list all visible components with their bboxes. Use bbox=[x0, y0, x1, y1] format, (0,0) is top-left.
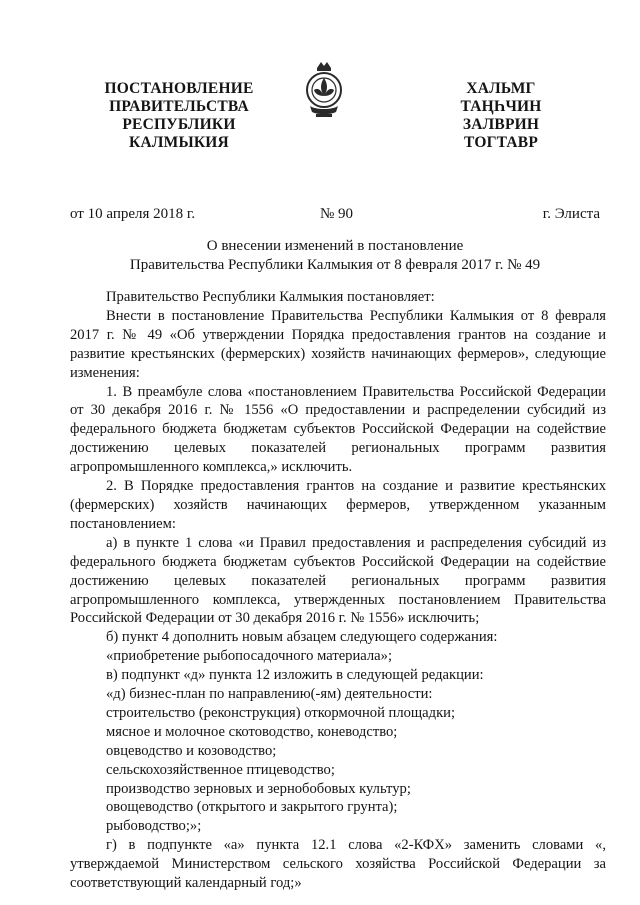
issuer-line: ЗАЛВРИН bbox=[462, 116, 540, 133]
issuer-line: КАЛМЫКИЯ bbox=[129, 134, 229, 151]
body-paragraph: мясное и молочное скотоводство, коневодство; bbox=[106, 723, 398, 740]
document-meta bbox=[70, 206, 600, 226]
document-number: № 90 bbox=[320, 206, 354, 222]
body-paragraph: 1. В преамбуле слова «постановлением Правительства Российской Федерации от 30 декабря 2016 г. № 1556 «О предоставлении и распределении субсидий из федерального бюджета бюджетам субъектов Российской Федерации на содействие достижению целевых показателей региональных программ развития агропромышленного комплекса,» исключить. bbox=[70, 383, 606, 476]
body-paragraph: «приобретение рыбопосадочного материала»; bbox=[106, 648, 393, 665]
document-city: г. Элиста bbox=[542, 206, 600, 222]
coat-of-arms-icon bbox=[302, 60, 346, 120]
body-paragraph: овощеводство (открытого и закрытого грунта); bbox=[106, 799, 398, 816]
body-paragraph: производство зерновых и зернобобовых культур; bbox=[106, 780, 411, 797]
issuer-line: РЕСПУБЛИКИ bbox=[122, 116, 236, 133]
document-date: от 10 апреля 2018 г. bbox=[70, 206, 196, 222]
body-paragraph: рыбоводство;»; bbox=[106, 818, 202, 835]
body-paragraph: овцеводство и козоводство; bbox=[106, 742, 277, 759]
subject-line: Правительства Республики Калмыкия от 8 февраля 2017 г. № 49 bbox=[129, 257, 541, 273]
issuer-line: ПРАВИТЕЛЬСТВА bbox=[109, 98, 249, 115]
document-body bbox=[70, 288, 606, 893]
body-paragraph: строительство (реконструкция) откормочной площадки; bbox=[106, 704, 456, 721]
body-paragraph: а) в пункте 1 слова «и Правил предоставления и распределения субсидий из федерального бюджета бюджетам субъектов Российской Федерации на содействие достижению целевых показателей региональных программ развития агропромышленного комплекса, утвержденных постановлением Правительства Российской Федерации от 30 декабря 2016 г. № 1556» исключить; bbox=[70, 534, 606, 627]
issuer-name-kalmyk bbox=[445, 80, 557, 152]
body-paragraph: Правительство Республики Калмыкия постановляет: bbox=[106, 289, 435, 305]
issuer-line: ПОСТАНОВЛЕНИЕ bbox=[104, 80, 254, 97]
issuer-line: ТАҢҺЧИН bbox=[460, 98, 542, 115]
issuer-line: ХАЛЬМГ bbox=[466, 80, 536, 97]
body-paragraph: в) подпункт «д» пункта 12 изложить в следующей редакции: bbox=[106, 667, 484, 684]
body-paragraph: «д) бизнес-план по направлению(-ям) деятельности: bbox=[106, 686, 433, 703]
body-paragraph: Внести в постановление Правительства Республики Калмыкия от 8 февраля 2017 г. № 49 «Об утверждении Порядка предоставления грантов на создание и развитие крестьянских (фермерских) хозяйств начинающих фермеров», следующие изменения: bbox=[70, 307, 606, 381]
subject-line: О внесении изменений в постановление bbox=[206, 238, 464, 254]
issuer-line: ТОГТАВР bbox=[463, 134, 539, 151]
body-paragraph: 2. В Порядке предоставления грантов на создание и развитие крестьянских (фермерских) хозяйств начинающих фермеров, утвержденном указанным постановлением: bbox=[70, 478, 606, 532]
body-paragraph: сельскохозяйственное птицеводство; bbox=[106, 761, 335, 778]
document-subject bbox=[70, 237, 600, 275]
issuer-name-russian bbox=[84, 80, 274, 152]
body-paragraph: г) в подпункте «а» пункта 12.1 слова «2-КФХ» заменить словами «, утверждаемой Министерством сельского хозяйства Российской Федерации за соответствующий календарный год;» bbox=[70, 837, 606, 892]
body-paragraph: б) пункт 4 дополнить новым абзацем следующего содержания: bbox=[106, 629, 498, 646]
